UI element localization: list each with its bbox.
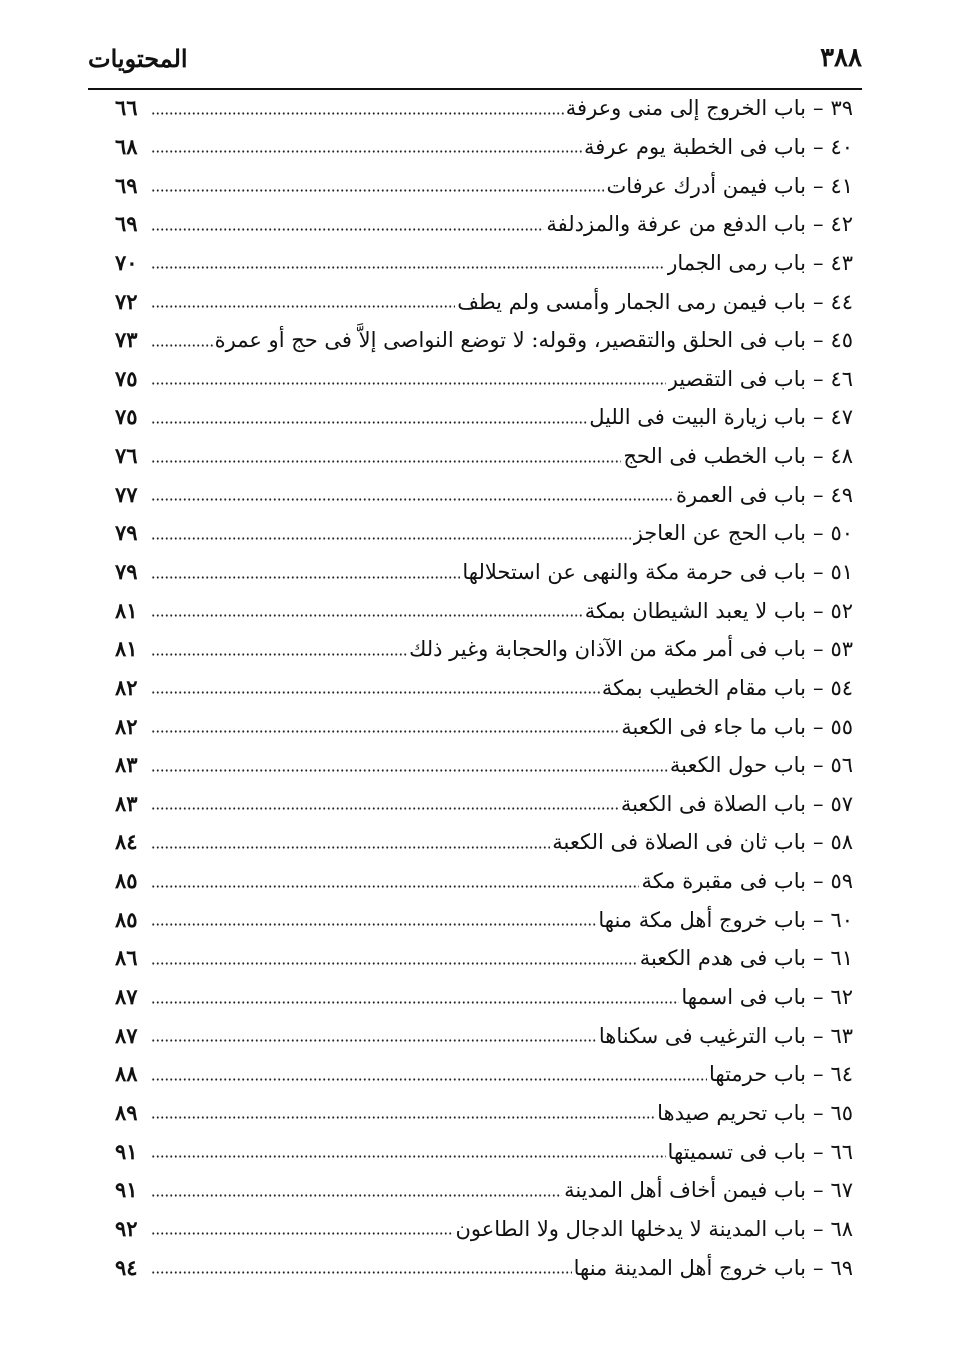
toc-entry bbox=[115, 475, 853, 514]
toc-entry-page-number: ٩١ bbox=[115, 1177, 138, 1203]
toc-entry-dash: – bbox=[812, 444, 824, 469]
toc-entry-title: باب الصلاة فى الكعبة bbox=[620, 791, 806, 816]
toc-entry-title: باب فى مقبرة مكة bbox=[641, 869, 806, 894]
toc-entry-number: ٦١ bbox=[830, 946, 853, 971]
toc-entry-page-number: ٨٥ bbox=[115, 906, 138, 932]
toc-entry bbox=[115, 900, 853, 939]
toc-entry-dash: – bbox=[812, 1100, 824, 1125]
toc-entry-title: باب ما جاء فى الكعبة bbox=[621, 714, 806, 739]
toc-entry-dash: – bbox=[812, 134, 824, 159]
dot-leader bbox=[151, 379, 666, 389]
toc-entry-number: ٦٧ bbox=[830, 1178, 853, 1203]
toc-entry-page-number: ٧٧ bbox=[115, 481, 138, 507]
toc-entry-number: ٤٨ bbox=[830, 444, 853, 469]
dot-leader bbox=[151, 727, 619, 737]
toc-entry-dash: – bbox=[812, 482, 824, 507]
toc-entry-page-number: ٨٩ bbox=[115, 1099, 138, 1125]
toc-entry-title: باب المدينة لا يدخلها الدجال ولا الطاعون bbox=[455, 1216, 806, 1241]
toc-entry bbox=[115, 707, 853, 746]
toc-entry bbox=[115, 630, 853, 669]
toc-entry-title: باب تحريم صيدها bbox=[657, 1100, 806, 1125]
toc-entry bbox=[115, 1132, 853, 1171]
toc-entry-page-number: ٨٢ bbox=[115, 713, 138, 739]
toc-entry-dash: – bbox=[812, 675, 824, 700]
toc-entry-title: باب فيمن أدرك عرفات bbox=[606, 173, 806, 198]
toc-entry-number: ٥٠ bbox=[830, 521, 853, 546]
toc-entry bbox=[115, 591, 853, 630]
dot-leader bbox=[151, 302, 455, 312]
toc-entry-title: باب فى الخطبة يوم عرفة bbox=[583, 134, 806, 159]
toc-entry bbox=[115, 205, 853, 244]
dot-leader bbox=[151, 224, 544, 234]
dot-leader bbox=[151, 456, 621, 466]
toc-entry bbox=[115, 862, 853, 901]
dot-leader bbox=[151, 572, 460, 582]
toc-entry-title: باب زيارة البيت فى الليل bbox=[589, 405, 806, 430]
toc-entry-title: باب الخروج إلى منى وعرفة bbox=[565, 96, 806, 121]
toc-entry bbox=[115, 514, 853, 553]
toc-entry-dash: – bbox=[812, 985, 824, 1010]
toc-entry-title: باب فى أمر مكة من الآذان والحجابة وغير ذلك bbox=[409, 637, 806, 662]
toc-entry-page-number: ٧٩ bbox=[115, 520, 138, 546]
toc-entry-number: ٤٥ bbox=[830, 328, 853, 353]
toc-entry-number: ٤٠ bbox=[830, 134, 853, 159]
toc-entry-page-number: ٨٣ bbox=[115, 790, 138, 816]
toc-entry-dash: – bbox=[812, 1062, 824, 1087]
toc-entry-title: باب فى تسميتها bbox=[667, 1139, 806, 1164]
dot-leader bbox=[151, 1074, 707, 1084]
toc-entry-number: ٥٨ bbox=[830, 830, 853, 855]
dot-leader bbox=[151, 1036, 597, 1046]
toc-entry-title: باب فى العمرة bbox=[675, 482, 806, 507]
toc-entry-title: باب رمى الجمار bbox=[667, 250, 806, 275]
dot-leader bbox=[151, 649, 407, 659]
toc-entry-page-number: ٧٠ bbox=[115, 249, 138, 275]
toc-entry-page-number: ٧٣ bbox=[115, 327, 138, 353]
toc-entry-number: ٥٧ bbox=[830, 791, 853, 816]
toc-entry-number: ٦٦ bbox=[830, 1139, 853, 1164]
toc-entry-title: باب الحج عن العاجز bbox=[632, 521, 806, 546]
toc-entry-dash: – bbox=[812, 366, 824, 391]
toc-entry-dash: – bbox=[812, 598, 824, 623]
toc-entry-page-number: ٩١ bbox=[115, 1138, 138, 1164]
toc-entry-page-number: ٧٩ bbox=[115, 559, 138, 584]
toc-entry-number: ٥٦ bbox=[830, 753, 853, 778]
toc-entry-title: باب الترغيب فى سكناها bbox=[598, 1023, 806, 1048]
toc-entry-page-number: ٧٥ bbox=[115, 365, 138, 391]
toc-entry bbox=[115, 437, 853, 476]
toc-entry-number: ٤٤ bbox=[830, 289, 853, 314]
toc-entry-dash: – bbox=[812, 1178, 824, 1203]
toc-entry-dash: – bbox=[812, 637, 824, 662]
toc-entry-page-number: ٨١ bbox=[115, 597, 138, 623]
toc-entry-page-number: ٨٨ bbox=[115, 1061, 138, 1087]
toc-entry-title: باب فيمن رمى الجمار وأمسى ولم يطف bbox=[457, 289, 806, 314]
toc-entry-number: ٤١ bbox=[830, 173, 853, 198]
toc-entry-page-number: ٨٥ bbox=[115, 868, 138, 894]
dot-leader bbox=[151, 842, 550, 852]
toc-entry-dash: – bbox=[812, 1139, 824, 1164]
toc-entry-title: باب فى التقصير bbox=[667, 366, 806, 391]
toc-entry bbox=[115, 1055, 853, 1094]
toc-entry-number: ٥٢ bbox=[830, 598, 853, 623]
toc-entry-title: باب حول الكعبة bbox=[669, 753, 806, 778]
toc-entry-page-number: ٨٢ bbox=[115, 674, 138, 700]
toc-entry-title: باب فى حرمة مكة والنهى عن استحلالها bbox=[462, 560, 806, 584]
page-number: ٣٨٨ bbox=[820, 43, 862, 73]
toc-entry bbox=[115, 746, 853, 785]
toc-entry bbox=[115, 1094, 853, 1133]
toc-entry-number: ٤٢ bbox=[830, 212, 853, 237]
toc-entry bbox=[115, 785, 853, 824]
toc-entry-dash: – bbox=[812, 328, 824, 353]
toc-entry-dash: – bbox=[812, 907, 824, 932]
toc-entry-title: باب حرمتها bbox=[709, 1062, 806, 1087]
toc-entry-page-number: ٧٦ bbox=[115, 443, 138, 469]
dot-leader bbox=[151, 611, 583, 621]
toc-entry-dash: – bbox=[812, 1255, 824, 1280]
dot-leader bbox=[151, 920, 596, 930]
toc-entry-dash: – bbox=[812, 869, 824, 894]
toc-entry-dash: – bbox=[812, 753, 824, 778]
toc-entry-dash: – bbox=[812, 791, 824, 816]
toc-entry-number: ٦٤ bbox=[830, 1062, 853, 1087]
dot-leader bbox=[151, 495, 674, 505]
toc-entry-title: باب مقام الخطيب بمكة bbox=[601, 675, 806, 700]
dot-leader bbox=[151, 186, 604, 196]
toc-entry-number: ٤٦ bbox=[830, 366, 853, 391]
toc-entry bbox=[115, 823, 853, 862]
toc-entry bbox=[115, 321, 853, 360]
toc-entry-title: باب ثان فى الصلاة فى الكعبة bbox=[552, 830, 806, 855]
toc-entry-number: ٤٩ bbox=[830, 482, 853, 507]
dot-leader bbox=[151, 765, 668, 775]
toc-entry-page-number: ٩٢ bbox=[115, 1215, 138, 1241]
toc-entry-page-number: ٦٦ bbox=[115, 95, 138, 121]
toc-entry-dash: – bbox=[812, 405, 824, 430]
toc-entry-number: ٦٠ bbox=[830, 907, 853, 932]
toc-entry-number: ٥٤ bbox=[830, 675, 853, 700]
dot-leader bbox=[151, 533, 631, 543]
dot-leader bbox=[151, 340, 213, 350]
dot-leader bbox=[151, 958, 638, 968]
toc-entry-dash: – bbox=[812, 289, 824, 314]
toc-entry-number: ٦٩ bbox=[830, 1255, 853, 1280]
toc-entry-dash: – bbox=[812, 946, 824, 971]
toc-entry bbox=[115, 939, 853, 978]
toc-entry-number: ٦٣ bbox=[830, 1023, 853, 1048]
toc-entry-number: ٥٩ bbox=[830, 869, 853, 894]
toc-entry bbox=[115, 89, 853, 128]
toc-entry bbox=[115, 244, 853, 283]
toc-entry bbox=[115, 1171, 853, 1210]
toc-entry bbox=[115, 398, 853, 437]
toc-entry-page-number: ٨١ bbox=[115, 636, 138, 662]
toc-entry-dash: – bbox=[812, 212, 824, 237]
toc-entry-number: ٤٣ bbox=[830, 250, 853, 275]
toc-entry-page-number: ٧٥ bbox=[115, 404, 138, 430]
table-of-contents bbox=[115, 89, 853, 1287]
toc-entry-title: باب فى هدم الكعبة bbox=[639, 946, 806, 971]
toc-entry bbox=[115, 978, 853, 1017]
toc-entry-number: ٦٨ bbox=[830, 1216, 853, 1241]
toc-entry bbox=[115, 1210, 853, 1249]
toc-entry-page-number: ٨٧ bbox=[115, 1022, 138, 1048]
toc-entry bbox=[115, 553, 853, 592]
toc-entry-title: باب فيمن أخاف أهل المدينة bbox=[564, 1178, 806, 1203]
toc-entry-title: باب الدفع من عرفة والمزدلفة bbox=[546, 212, 806, 237]
toc-entry-dash: – bbox=[812, 830, 824, 855]
toc-entry-page-number: ٦٩ bbox=[115, 211, 138, 237]
toc-entry-dash: – bbox=[812, 560, 824, 584]
dot-leader bbox=[151, 147, 582, 157]
toc-entry-number: ٥١ bbox=[830, 560, 853, 584]
toc-entry-title: باب لا يعبد الشيطان بمكة bbox=[584, 598, 806, 623]
toc-entry-page-number: ٨٦ bbox=[115, 945, 138, 971]
dot-leader bbox=[151, 881, 639, 891]
toc-entry-number: ٦٥ bbox=[830, 1100, 853, 1125]
toc-entry bbox=[115, 282, 853, 321]
toc-entry-dash: – bbox=[812, 1023, 824, 1048]
dot-leader bbox=[151, 804, 619, 814]
toc-entry bbox=[115, 669, 853, 708]
dot-leader bbox=[151, 1152, 666, 1162]
dot-leader bbox=[151, 1113, 655, 1123]
running-title: المحتويات bbox=[88, 44, 188, 73]
dot-leader bbox=[151, 1190, 562, 1200]
toc-entry-number: ٥٥ bbox=[830, 714, 853, 739]
toc-entry-dash: – bbox=[812, 250, 824, 275]
toc-entry-title: باب الخطب فى الحج bbox=[623, 444, 806, 469]
toc-entry-number: ٦٢ bbox=[830, 985, 853, 1010]
dot-leader bbox=[151, 108, 564, 118]
dot-leader bbox=[151, 417, 587, 427]
toc-entry bbox=[115, 359, 853, 398]
toc-entry-page-number: ٩٤ bbox=[115, 1254, 138, 1280]
toc-entry-dash: – bbox=[812, 714, 824, 739]
dot-leader bbox=[151, 1229, 454, 1239]
dot-leader bbox=[151, 263, 665, 273]
toc-entry-page-number: ٦٨ bbox=[115, 133, 138, 159]
toc-entry-page-number: ٧٢ bbox=[115, 288, 138, 314]
dot-leader bbox=[151, 997, 679, 1007]
toc-entry-page-number: ٨٧ bbox=[115, 984, 138, 1010]
toc-entry-title: باب خروج أهل المدينة منها bbox=[573, 1255, 806, 1280]
toc-entry-page-number: ٦٩ bbox=[115, 172, 138, 198]
toc-entry bbox=[115, 128, 853, 167]
toc-entry-number: ٥٣ bbox=[830, 637, 853, 662]
toc-entry-title: باب فى اسمها bbox=[681, 985, 806, 1010]
page-header bbox=[88, 38, 862, 88]
dot-leader bbox=[151, 1268, 572, 1278]
toc-entry-dash: – bbox=[812, 1216, 824, 1241]
toc-entry bbox=[115, 166, 853, 205]
toc-entry-dash: – bbox=[812, 521, 824, 546]
toc-entry-title: باب خروج أهل مكة منها bbox=[598, 907, 806, 932]
toc-entry bbox=[115, 1016, 853, 1055]
toc-entry-number: ٣٩ bbox=[830, 96, 853, 121]
toc-entry-dash: – bbox=[812, 96, 824, 121]
toc-entry-page-number: ٨٤ bbox=[115, 829, 138, 855]
toc-entry-title: باب فى الحلق والتقصير، وقوله: لا توضع النواصى إلاَّ فى حج أو عمرة bbox=[214, 328, 806, 353]
toc-entry-dash: – bbox=[812, 173, 824, 198]
toc-entry-number: ٤٧ bbox=[830, 405, 853, 430]
toc-entry bbox=[115, 1248, 853, 1287]
toc-entry-page-number: ٨٣ bbox=[115, 752, 138, 778]
dot-leader bbox=[151, 688, 600, 698]
